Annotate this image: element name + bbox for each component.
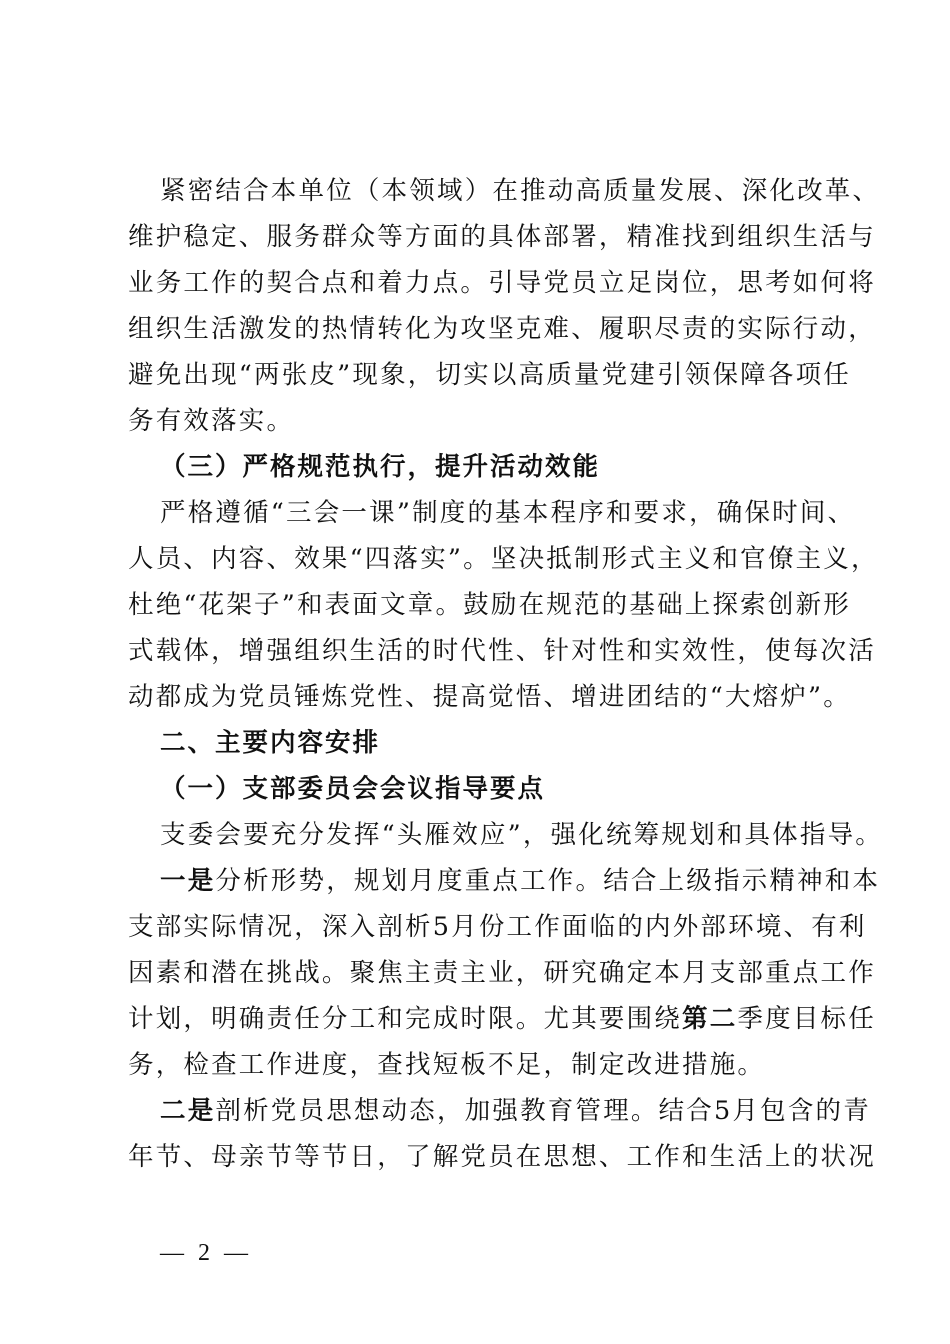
point-one-lead: 一是 bbox=[160, 866, 216, 896]
point-two-line bbox=[160, 1093, 870, 1129]
paragraph-line: 紧密结合本单位（本领域）在推动高质量发展、深化改革、 bbox=[160, 176, 881, 206]
paragraph-line: 务有效落实。 bbox=[128, 406, 295, 436]
paragraph-line: 业务工作的契合点和着力点。引导党员立足岗位，思考如何将 bbox=[128, 268, 876, 298]
paragraph-line: 维护稳定、服务群众等方面的具体部署，精准找到组织生活与 bbox=[128, 222, 876, 252]
paragraph-line bbox=[128, 1001, 876, 1037]
paragraph-line: 式载体，增强组织生活的时代性、针对性和实效性，使每次活 bbox=[128, 636, 876, 666]
point-two-lead: 二是 bbox=[160, 1096, 216, 1126]
paragraph-line: 严格遵循“三会一课”制度的基本程序和要求，确保时间、 bbox=[160, 498, 856, 528]
text-segment: 季度目标任 bbox=[737, 1004, 876, 1034]
point-one-text: 分析形势，规划月度重点工作。结合上级指示精神和本 bbox=[215, 866, 881, 896]
emphasis-segment: 第二 bbox=[682, 1004, 738, 1034]
paragraph-line: 杜绝“花架子”和表面文章。鼓励在规范的基础上探索创新形 bbox=[128, 590, 851, 620]
paragraph-line: 人员、内容、效果“四落实”。坚决抵制形式主义和官僚主义， bbox=[128, 544, 879, 574]
subheading-one: （一）支部委员会会议指导要点 bbox=[160, 774, 546, 804]
paragraph-line: 动都成为党员锤炼党性、提高觉悟、增进团结的“大熔炉”。 bbox=[128, 682, 851, 712]
point-two-text: 剖析党员思想动态，加强教育管理。结合5月包含的青 bbox=[215, 1096, 871, 1126]
paragraph-line: 组织生活激发的热情转化为攻坚克难、履职尽责的实际行动， bbox=[128, 314, 876, 344]
intro-line: 支委会要充分发挥“头雁效应”，强化统筹规划和具体指导。 bbox=[160, 820, 883, 850]
paragraph-line: 支部实际情况，深入剖析5月份工作面临的内外部环境、有利 bbox=[128, 912, 867, 942]
paragraph-line: 年节、母亲节等节日，了解党员在思想、工作和生活上的状况 bbox=[128, 1142, 876, 1172]
section-heading-two: 二、主要内容安排 bbox=[160, 728, 381, 758]
paragraph-line: 避免出现“两张皮”现象，切实以高质量党建引领保障各项任 bbox=[128, 360, 851, 390]
page-number: — 2 — bbox=[160, 1240, 252, 1266]
text-segment: 计划，明确责任分工和完成时限。尤其要围绕 bbox=[128, 1004, 683, 1034]
subheading-three: （三）严格规范执行，提升活动效能 bbox=[160, 452, 601, 482]
paragraph-line: 务，检查工作进度，查找短板不足，制定改进措施。 bbox=[128, 1050, 766, 1080]
paragraph-line: 因素和潜在挑战。聚焦主责主业，研究确定本月支部重点工作 bbox=[128, 958, 876, 988]
point-one-line bbox=[160, 863, 881, 899]
